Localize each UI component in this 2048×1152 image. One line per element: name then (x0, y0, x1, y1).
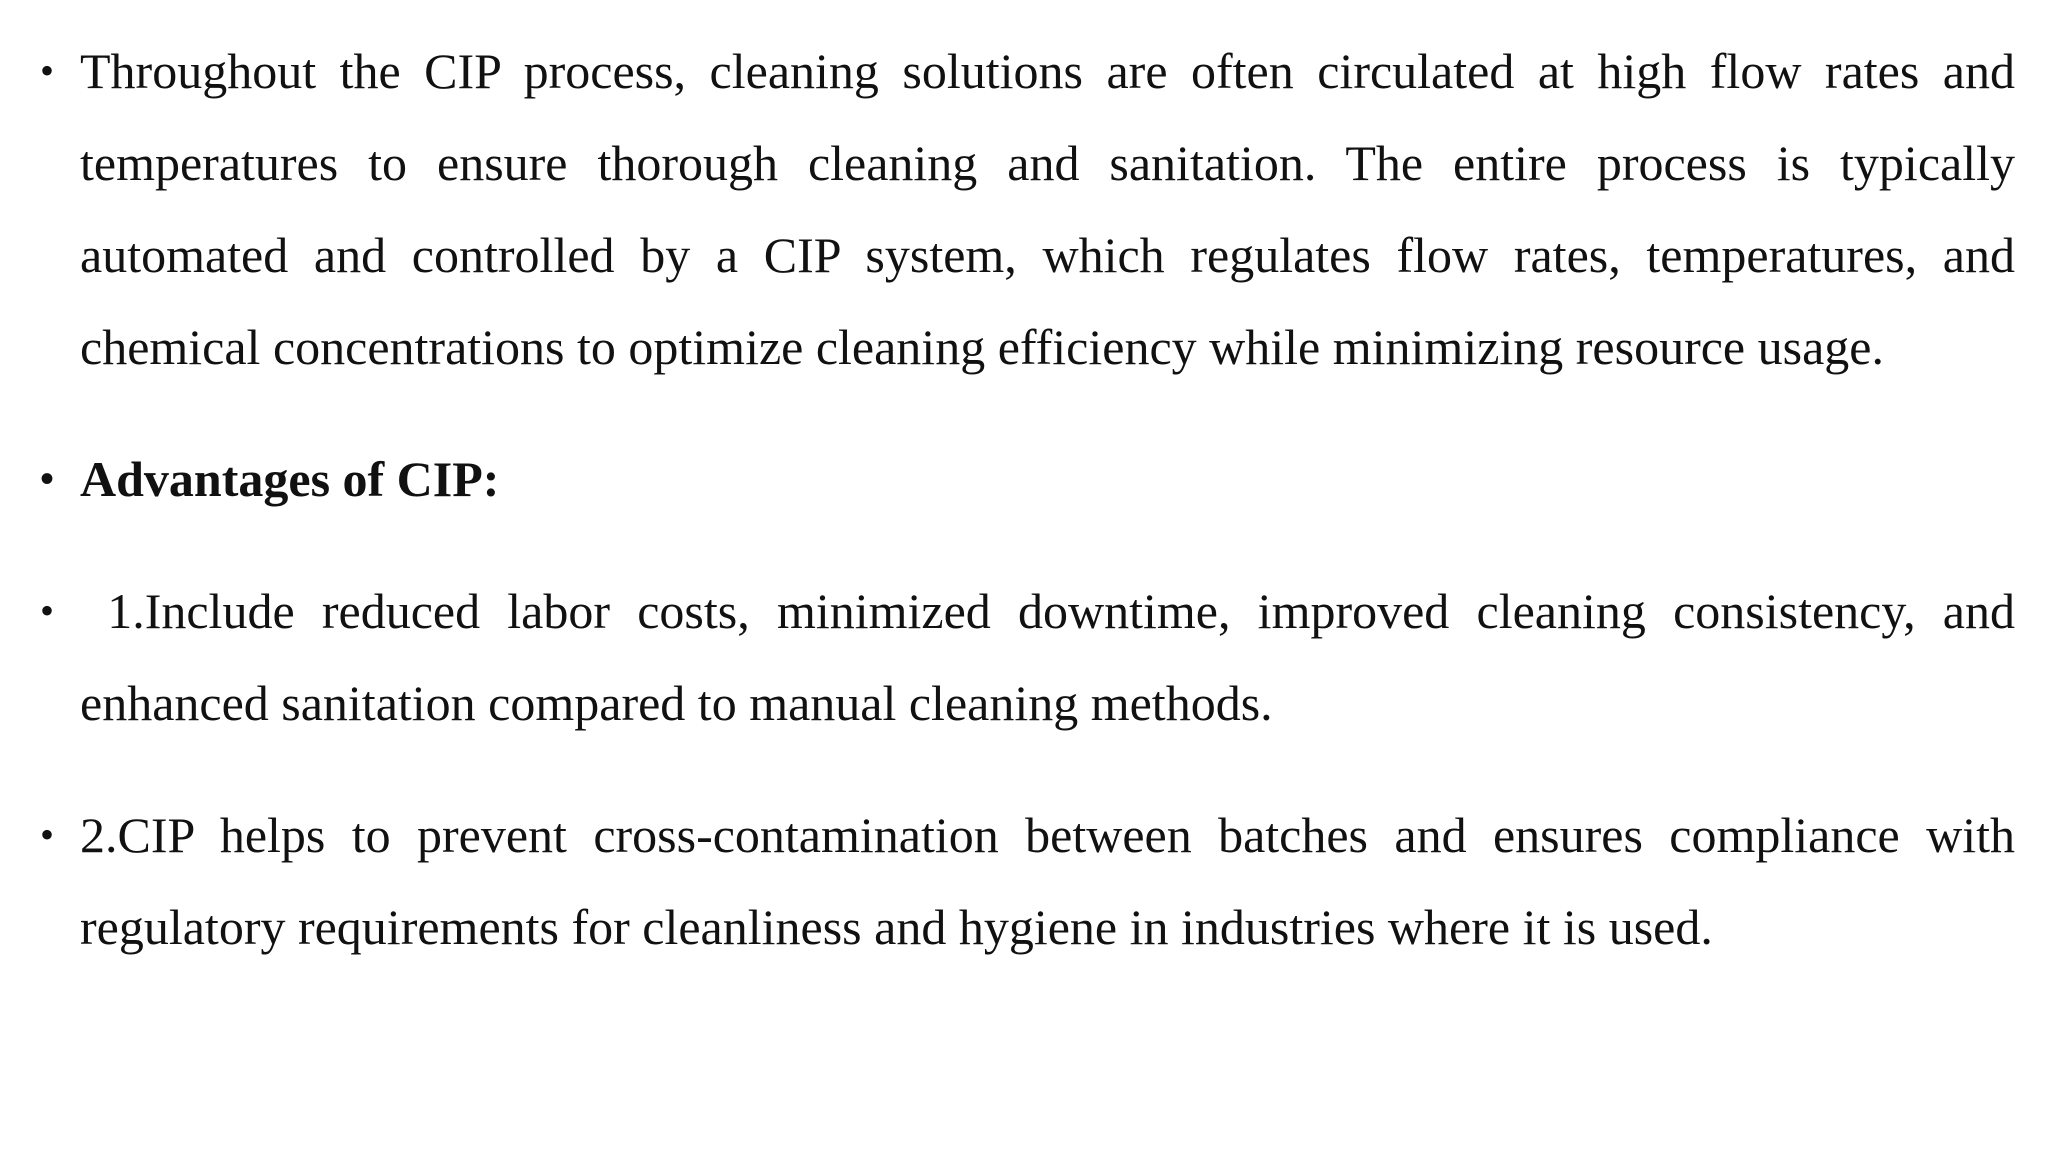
bullet-list (40, 25, 2028, 973)
bullet-text: Throughout the CIP process, cleaning solutions are often circulated at high flow rates and temperatures to ensure thorough cleaning and sanitation. The entire process is typically automated and controlled by a CIP system, which regulates flow rates, temperatures, and chemical concentrations to optimize cleaning efficiency while minimizing resource usage. (80, 43, 2015, 375)
bullet-icon: • (40, 588, 55, 633)
bullet-item-cip-process (40, 25, 2015, 393)
bullet-icon: • (40, 48, 55, 93)
bullet-text: 1.Include reduced labor costs, minimized downtime, improved cleaning consistency, and enhanced sanitation compared to manual cleaning methods. (80, 583, 2028, 731)
bullet-text: 2.CIP helps to prevent cross-contamination between batches and ensures compliance with regulatory requirements for cleanliness and hygiene in industries where it is used. (80, 807, 2015, 955)
section-heading: Advantages of CIP: (80, 451, 500, 507)
bullet-item-advantages-heading (40, 433, 2015, 525)
bullet-item-advantage-1 (40, 565, 2028, 749)
bullet-item-advantage-2 (40, 789, 2015, 973)
bullet-icon: • (40, 812, 55, 857)
bullet-icon: • (40, 456, 55, 501)
